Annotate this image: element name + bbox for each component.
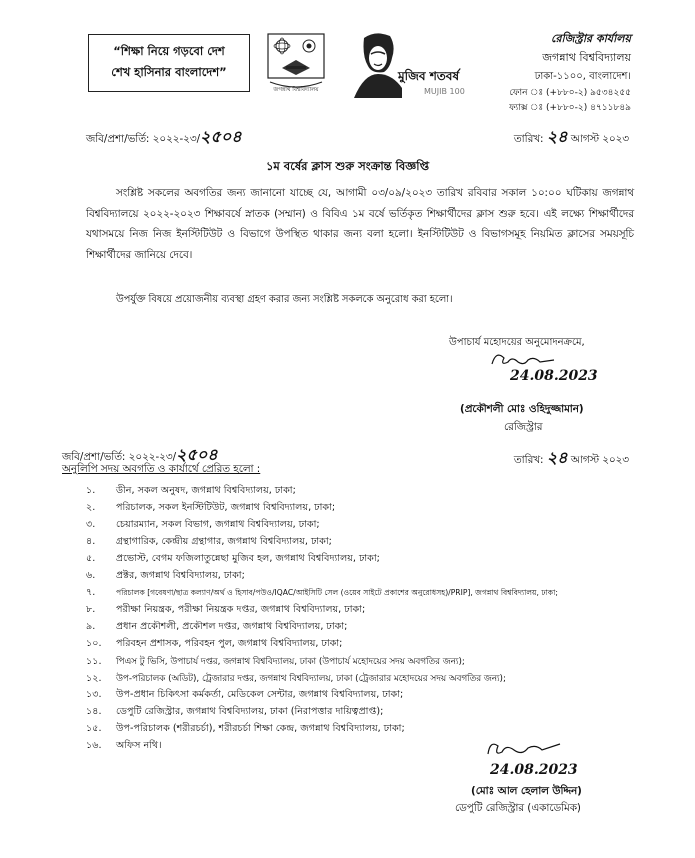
copy-date bbox=[514, 445, 629, 472]
registrar-name: (প্রকৌশলী মোঃ ওহিদুজ্জামান) bbox=[460, 403, 584, 415]
copy-date-label: তারিখ: bbox=[513, 454, 544, 466]
copy-list-item: ২. পরিচালক, সকল ইনস্টিটিউট, জগন্নাথ বিশ্ববিদ্যালয়, ঢাকা; bbox=[86, 502, 336, 513]
memo-ref-number: ২৫০৪ bbox=[200, 127, 242, 146]
deputy-registrar-name: (মোঃ আল হেলাল উদ্দিন) bbox=[471, 785, 582, 797]
university-logo bbox=[262, 30, 330, 96]
copy-heading: অনুলিপি সদয় অবগতি ও কার্যার্থে প্রেরিত হলো : bbox=[62, 463, 261, 475]
copy-list-item: ১. ডীন, সকল অনুষদ, জগন্নাথ বিশ্ববিদ্যালয়, ঢাকা; bbox=[86, 485, 296, 496]
notice-title: ১ম বর্ষের ক্লাস শুরু সংক্রান্ত বিজ্ঞপ্তি bbox=[265, 159, 430, 173]
notice-paragraph-2: উপর্যুক্ত বিষয়ে প্রয়োজনীয় ব্যবস্থা গ্রহণ করার জন্য সংশ্লিষ্ট সকলকে অনুরোধ করা হলো। bbox=[116, 294, 453, 305]
address: ঢাকা-১১০০, বাংলাদেশ। bbox=[534, 71, 631, 82]
copy-list-item: ১১. পিএস টু ভিসি, উপাচার্য দপ্তর, জগন্নাথ বিশ্ববিদ্যালয়, ঢাকা (উপাচার্য মহোদয়ের সদয় অবগতির জন্য); bbox=[86, 656, 465, 667]
slogan-line-2: শেখ হাসিনার বাংলাদেশ” bbox=[111, 65, 227, 79]
office-title: রেজিস্ট্রার কার্যালয় bbox=[550, 32, 631, 45]
fax: ফ্যাক্স ঃ (+৮৮০-২) ৪৭১১৮৪৯ bbox=[509, 103, 631, 113]
approval-line: উপাচার্য মহোদয়ের অনুমোদনক্রমে, bbox=[449, 337, 585, 348]
para-line-4: নিয়মিত ক্লাসের সময়সূচি শিক্ষার্থীদের জানিয়ে দেবে। bbox=[86, 228, 634, 261]
copy-list-item: ৩. চেয়ারম্যান, সকল বিভাগ, জগন্নাথ বিশ্ববিদ্যালয়, ঢাকা; bbox=[86, 519, 320, 530]
para-line-2: জগন্নাথ বিশ্ববিদ্যালয়ে ২০২২-২০২৩ শিক্ষাবর্ষে স্নাতক (সম্মান) ও বিবিএ ১ম বর্ষে ভর্তিকৃত শিক্ষার্থীদের ক্লাস শুরু হবে। এই bbox=[86, 187, 634, 220]
memo-ref-prefix: জবি/প্রশা/ভর্তি: ২০২২-২৩/ bbox=[86, 133, 201, 145]
copy-list-item: ৫. প্রভোস্ট, বেগম ফজিলাতুন্নেছা মুজিব হল, জগন্নাথ বিশ্ববিদ্যালয়, ঢাকা; bbox=[86, 553, 380, 564]
mujib-logo bbox=[350, 28, 465, 100]
para-line-1: সংশ্লিষ্ট সকলের অবগতির জন্য জানানো যাচ্ছে যে, আগামী ০৩/০৯/২০২৩ তারিখ রবিবার সকাল ১০:০০ ঘটিকায় bbox=[116, 187, 598, 199]
copy-list-item: ১৩. উপ-প্রধান চিকিৎসা কর্মকর্তা, মেডিকেল সেন্টার, জগন্নাথ বিশ্ববিদ্যালয়, ঢাকা; bbox=[86, 689, 404, 700]
para-line-3: লক্ষ্যে শিক্ষার্থীদের যথাসময়ে নিজ নিজ ইনস্টিটিউট ও বিভাগে উপস্থিত থাকার জন্য বলা হলো। ইনস্টিটিউট ও বিভাগসমূহ bbox=[86, 207, 634, 240]
copy-date-rest: আগস্ট ২০২৩ bbox=[570, 454, 629, 466]
slogan-line-1: “শিক্ষা নিয়ে গড়বো দেশ bbox=[113, 44, 225, 58]
copy-list-item: ১৫. উপ-পরিচালক (শরীরচর্চা), শরীরচর্চা শিক্ষা কেন্দ্র, জগন্নাথ বিশ্ববিদ্যালয়, ঢাকা; bbox=[86, 723, 405, 734]
copy-ref-prefix: জবি/প্রশা/ভর্তি: ২০২২-২৩/ bbox=[62, 451, 177, 463]
memo-ref bbox=[86, 124, 242, 151]
mujib-logo-en: MUJIB 100 bbox=[424, 87, 465, 96]
copy-date-day: ২৪ bbox=[546, 448, 568, 467]
deputy-registrar-designation: ডেপুটি রেজিস্ট্রার (একাডেমিক) bbox=[455, 802, 581, 814]
mujib-logo-text: মুজিব শতবর্ষ bbox=[398, 69, 460, 83]
copy-list-item: ৮. পরীক্ষা নিয়ন্ত্রক, পরীক্ষা নিয়ন্ত্রক দপ্তর, জগন্নাথ বিশ্ববিদ্যালয়, ঢাকা; bbox=[86, 604, 366, 615]
copy-list-item: ১৬. অফিস নথি। bbox=[86, 740, 162, 751]
memo-date-rest: আগস্ট ২০২৩ bbox=[570, 133, 629, 145]
copy-list-item: ৬. প্রক্টর, জগন্নাথ বিশ্ববিদ্যালয়, ঢাকা; bbox=[86, 570, 245, 581]
copy-list-item: ৯. প্রধান প্রকৌশলী, প্রকৌশল দপ্তর, জগন্নাথ বিশ্ববিদ্যালয়, ঢাকা; bbox=[86, 621, 348, 632]
signature-registrar-date: 24.08.2023 bbox=[510, 368, 598, 384]
copy-list-item: ৭. পরিচালক [গবেষণা/ছাত্র কল্যাণ/অর্থ ও হিসাব/পউও/IQAC/আইসিটি সেল (ওয়েব সাইটে প্রকাশের অনুরোধসহ)/PRIP], জগন্নাথ বিশ্ববিদ্যালয়, ঢাকা; bbox=[86, 587, 558, 598]
memo-date-label: তারিখ: bbox=[513, 133, 544, 145]
slogan-box bbox=[88, 34, 250, 92]
notice-paragraph-1 bbox=[86, 183, 634, 265]
phone: ফোন ঃ (+৮৮০-২) ৯৫৩৪২৫৫ bbox=[509, 88, 631, 98]
copy-list-item: ১২. উপ-পরিচালক (অডিট), ট্রেজারার দপ্তর, জগন্নাথ বিশ্ববিদ্যালয়, ঢাকা (ট্রেজারার মহোদয়ের সদয় অবগতির জন্য); bbox=[86, 673, 506, 684]
copy-list-item: ১৪. ডেপুটি রেজিস্ট্রার, জগন্নাথ বিশ্ববিদ্যালয়, ঢাকা (নিরাপত্তার দায়িত্বপ্রাপ্ত); bbox=[86, 706, 384, 717]
copy-list-item: ১০. পরিবহন প্রশাসক, পরিবহন পুল, জগন্নাথ বিশ্ববিদ্যালয়, ঢাকা; bbox=[86, 638, 343, 649]
copy-ref-number: ২৫০৪ bbox=[176, 445, 218, 464]
registrar-designation: রেজিস্ট্রার bbox=[504, 421, 543, 433]
copy-list-item: ৪. গ্রন্থাগারিক, কেন্দ্রীয় গ্রন্থাগার, জগন্নাথ বিশ্ববিদ্যালয়, ঢাকা; bbox=[86, 536, 332, 547]
university-name: জগন্নাথ বিশ্ববিদ্যালয় bbox=[542, 51, 631, 64]
logo-caption: জগন্নাথ বিশ্ববিদ্যালয় bbox=[273, 87, 319, 93]
memo-date-day: ২৪ bbox=[546, 127, 568, 146]
signature-deputy-date: 24.08.2023 bbox=[490, 762, 578, 778]
memo-date bbox=[514, 124, 629, 151]
